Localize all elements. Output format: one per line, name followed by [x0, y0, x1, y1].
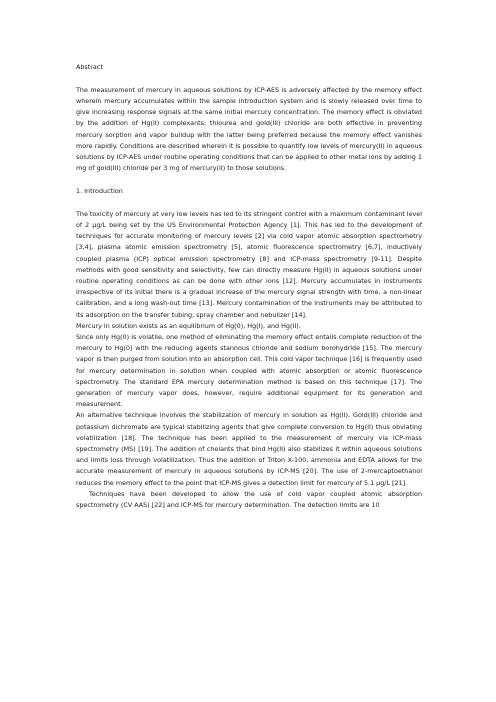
intro-paragraph-3: Since only Hg(0) is volatile, one method of eliminating the memory effect entails complete reduction of the mercury to Hg(0) with the reducing agents stannous chloride and sodium borohydride [15]. The mercury vapor is then purged from solution into an absorption cell. This cold vapor technique [16] is frequently used for mercury determination in solution when coupled with atomic absorption or atomic fluorescence spectrometry. The standard EPA mercury determination method is based on this technique [17]. The generation of mercury vapor does, however, require additional equipment for its generation and measurement.	[76, 333, 422, 409]
abstract-text: The measurement of mercury in aqueous solutions by ICP-AES is adversely affected by the memory effect wherein mercury accumulates within the sample introduction system and is slowly released over time to give increasing response signals at the same initial mercury concentration. The memory effect is obviated by the addition of Hg(II) complexants: thiourea and gold(III) chloride are both effective in preventing mercury sorption and vapor buildup with the latter being preferred because the memory effect vanishes more rapidly. Conditions are described wherein it is possible to quantify low levels of mercury(II) in aqueous solutions by ICP-AES under routine operating conditions that can be applied to other metal ions by adding 1 mg of gold(III) chloride per 3 mg of mercury(II) to those solutions.	[76, 85, 422, 173]
document-page	[76, 62, 422, 511]
intro-paragraph-1: The toxicity of mercury at very low levels has led to its stringent control with a maximum contaminant level of 2 μg/L being set by the US Environmental Protection Agency [1]. This has led to the development of techniques for accurate monitoring of mercury levels [2] via cold vapor atomic absorption spectrometry [3,4], plasma atomic emission spectrometry [5], atomic fluorescence spectrometry [6,7], inductively coupled plasma (ICP) optical emission spectrometry [8] and ICP-mass spectrometry [9-11]. Despite methods with good sensitivity and selectivity, few can directly measure Hg(II) in aqueous solutions under routine operating conditions as can be done with other ions [12]. Mercury accumulates in instruments irrespective of its initial there is a gradual increase of the mercury signal strength with time, a non-linear calibration, and a long wash-out time [13]. Mercury contamination of the instruments may be attributed to its adsorption on the transfer tubing, spray chamber and nebulizer [14].	[76, 209, 422, 319]
intro-paragraph-4: An alternative technique involves the stabilization of mercury in solution as Hg(II). Gold(III) chloride and potassium dichromate are typical stabilizing agents that give complete conversion to Hg(II) thus obviating volatilization [18]. The technique has been applied to the measurement of mercury via ICP-mass spectrometry (MS) [19]. The addition of chelants that bind Hg(II) also stabilizes it within aqueous solutions and limits loss through volatilization. Thus the addition of Triton X-100, ammonia and EDTA allows for the accurate measurement of mercury in aqueous solutions by ICP-MS [20]. The use of 2-mercaptoethanol reduces the memory effect to the point that ICP-MS gives a detection limit for mercury of 5.1 μg/L [21].	[76, 411, 422, 487]
intro-paragraph-2: Mercury in solution exists as an equilibrium of Hg(0), Hg(I), and Hg(II).	[76, 321, 301, 330]
introduction-heading: 1. Introduction	[76, 187, 123, 196]
intro-paragraph-5: Techniques have been developed to allow the use of cold vapor coupled atomic absorption spectrometry (CV AAS) [22] and ICP-MS for mercury determination. The detection limits are 10	[76, 489, 422, 510]
abstract-heading: Abstract	[76, 63, 103, 71]
